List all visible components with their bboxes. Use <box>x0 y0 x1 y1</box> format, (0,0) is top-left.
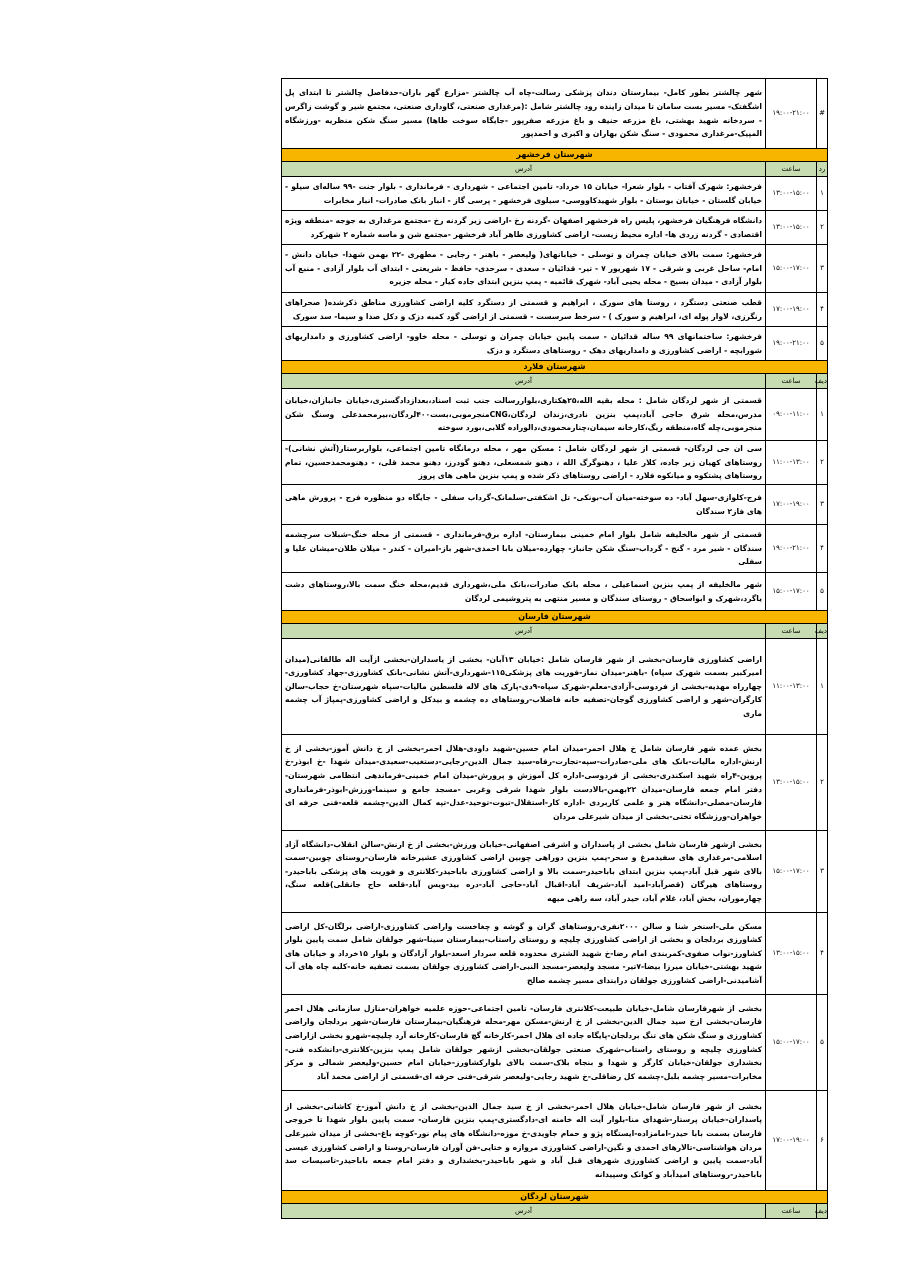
row-address: فرج-کلوازی-سهل آباد- ده سوخته-میان آب-بونکی- تل اشکفتی-سلمانک-گرداب سفلی - جایگاه دو منظوره فرج - پرورش ماهی های فاز۲ سندگان <box>282 485 766 525</box>
row-number: ۱ <box>817 177 828 211</box>
row-address: بخشی از شهر فارسان شامل-خیابان هلال احمر-بخشی از خ سید جمال الدین-بخشی از خ دانش آموز-خ کاشانی-بخشی از پاسداران-خیابان پرستار-شهدای منا-بلوار آیت اله خامنه ای-دادگستری-پمپ بنزین فارسان- سمت پایین بلوار شهدا تا خروجی فارسان بسمت بابا حیدر-امامزاده-ایستگاه پژو و حمام جاویدی-خ موزه-دانشگاه های پیام نور-کوچه باغ-بخشی از میدان شیرعلی مردان هواشناسی-تالارهای احمدی و نگین-اراضی کشاورزی مروازه و ختایی-فن آوران فارسان-روستا و اراضی کشاورزی عیسی آباد-سمت پایین و اراضی کشاورزی شهرهای قبل آباد و شهر باباحیدر-بخشداری و دفتر امام جمعه باباحیدر-تاسیسات سد باباحیدر-روستاهای امیدآباد و کوانک وسپیدانه <box>282 1091 766 1191</box>
table-row <box>282 573 828 611</box>
section-title-row <box>282 361 828 374</box>
column-header-row <box>282 374 828 389</box>
row-number: ۲ <box>817 211 828 245</box>
header-time: ساعت <box>766 1204 817 1219</box>
row-number: ۱ <box>817 389 828 441</box>
column-header-row <box>282 1204 828 1219</box>
row-time: ۱۵:۰۰-۱۷:۰۰ <box>766 995 817 1091</box>
row-address: فرخشهر: ساختمانهای ۹۹ ساله قدائیان - سمت پایین خیابان چمران و توسلی - محله خاوو- اراضی کشاورزی و دامداریهای شورابچه - اراضی کشاورزی و دامداریهای دهک - روستاهای دستگرد و دزک <box>282 327 766 361</box>
table-row <box>282 245 828 293</box>
table-row <box>282 293 828 327</box>
row-number: ۵ <box>817 327 828 361</box>
row-number: ۲ <box>817 735 828 831</box>
row-number: ۴ <box>817 913 828 995</box>
table-row <box>282 485 828 525</box>
row-number: ۵ <box>817 573 828 611</box>
header-row-number: رد <box>817 162 828 177</box>
row-time: ۱۵:۰۰-۱۷:۰۰ <box>766 573 817 611</box>
row-address: اراضی کشاورزی فارسان-بخشی از شهر فارسان شامل :خیابان ۱۳آبان- بخشی از یاسداران-بخشی ازآیت اله طالقانی(میدان امیرکبیر بسمت شهرک سپاه) -باهنر-میدان نماز-فوریت های پزشکی۱۱۵-شهرداری-آتش نشانی-بانک کشاورزی-جهاد کشاورزی-چهارراه مهدیه-بخشی از فردوسی-آزادی-معلم-شهرک سپاه-۹دی-پارک های لاله فلسطین مالیات-سپاه شهرستان-خ حجاب-سالن کارگران-شهر و اراضی کشاورزی گوجان-تصفیه خانه فاضلاب-روستاهای ده چشمه و بیدکل و اراضی کشاورزی-پمپاژ آب چشمه ماری <box>282 639 766 735</box>
table-row <box>282 995 828 1091</box>
row-time: ۱۷:۰۰-۱۹:۰۰ <box>766 485 817 525</box>
header-address: آدرس <box>282 162 766 177</box>
row-address: فرخشهر: سمت بالای خیابان چمران و توسلی - خیابانهای( ولیعصر - باهنر - رجایی - مطهری -۲۲ بهمن شهدا- خیابان دانش - امام- ساحل غربی و شرقی - ۱۷ شهریور ۷ - تیر- قدائیان - سعدی - سرحدی- حافظ - شریعتی - ابتدای آب بلوار آزادی - منبع آب بلوار آزادی - میدان بسیج - محله یحیی آباد- شهرک قائمیه - پمپ بنزین ابتدای جاده کیار - محله جزیره <box>282 245 766 293</box>
table-row <box>282 735 828 831</box>
row-time: ۱۹:۰۰-۲۱:۰۰ <box>766 79 817 149</box>
row-number: # <box>817 79 828 149</box>
table-row <box>282 525 828 573</box>
table-row <box>282 441 828 485</box>
column-header-row <box>282 162 828 177</box>
section-title: شهرستان لردگان <box>282 1191 828 1204</box>
header-address: آدرس <box>282 624 766 639</box>
row-address: قسمتی از شهر مالخلیفه شامل بلوار امام خمینی بیمارستان- اداره برق-فرمانداری - قسمتی از محله خنگ-شبلات سرچشمه سندگان - شیر مرد - گنج - گرداب-سنگ شکن جانباز- چهارده-میلان بابا احمدی-شهر باز-امیران - کندر - میلان طلان-میشان علیا و سفلی <box>282 525 766 573</box>
table-row <box>282 831 828 913</box>
header-time: ساعت <box>766 162 817 177</box>
row-time: ۱۱:۰۰-۱۳:۰۰ <box>766 639 817 735</box>
row-number: ۶ <box>817 1091 828 1191</box>
row-address: فرخشهر: شهرک آفتاب - بلوار شعرا- خیابان ۱۵ خرداد- تامین اجتماعی - شهرداری - فرمانداری - بلوار جنت -۹۹ ساله‌ای سیلو - خیابان گلستان - خیابان بوستان - بلوار شهیدکاووسی- سیلوی فرخشهر - پرسی گاز - انبار بانک صادرات- انبار مخابرات <box>282 177 766 211</box>
section-title-row <box>282 149 828 162</box>
row-time: ۱۳:۰۰-۱۵:۰۰ <box>766 177 817 211</box>
section-title: شهرستان فرخشهر <box>282 149 828 162</box>
row-time: ۱۳:۰۰-۱۵:۰۰ <box>766 913 817 995</box>
section-title-row <box>282 611 828 624</box>
row-address: قطب صنعتی دستگرد ، روستا های سورک ، ابراهیم و قسمتی از دستگرد کلیه اراضی کشاورزی مناطق ذکرشده( صحراهای رنگرزی، لاوار پوله ای، ابراهیم و سورک ) - سرخط سرسست - قسمتی از اراضی گود کمبه دزک و دکل صدا و سیما- سد سورک <box>282 293 766 327</box>
section-title: شهرستان فارسان <box>282 611 828 624</box>
header-row-number: دیف <box>817 624 828 639</box>
header-time: ساعت <box>766 624 817 639</box>
row-time: ۱۹:۰۰-۲۱:۰۰ <box>766 327 817 361</box>
row-number: ۳ <box>817 831 828 913</box>
outage-schedule-sheet <box>281 78 828 1219</box>
table-row <box>282 327 828 361</box>
row-address: بخشی از شهرفارسان شامل-خیابان طبیعت-کلانتری فارسان- تامین اجتماعی-حوزه علمیه خواهران-منازل سازمانی هلال احمر فارسان-بخشی ازخ سید جمال الدین-بخشی از خ ارنش-مسکن مهر-محله فرهنگیان-بیمارستان فارسان-شهر بردلجان واراضی کشاورزی و سنگ شکن های تنگ بردلجان-پایگاه جاده ای هلال احمر-کارخانه گچ فارسان-کارخانه آرد چلیچه-شهرو بخشی ازاراضی کشاورزی چلیچه و روستای راستاب-شهرک صنعتی جولقان-بخشی ازشهر جولقان شامل پمپ بنزین-کلانتری-دانشکده فنی-بخشداری جولقان-خیابان کارگر و شهدا و بنجاه بلاک-سمت بالای بلوارکشاورز-خیابان امام حسین-ولیعصر شمالی و مرکز مخابرات-مسیر چشمه بلبل-چشمه کل رضاقلی-خ شهید رجایی-ولیعصر شرقی-فنی حرفه ای-قسمتی از اراضی محمد آباد <box>282 995 766 1091</box>
row-address: قسمتی از شهر لردگان شامل : محله بقیه الله،۲۵هکتاری،بلواررسالت جنب ثبت اسناد،بعدازدادگستری،خیابان جانبازان،خیابان مدرس،محله شرق حاجی آباد،پمپ بنزین نادری،زندان لردگان،CNGمنجرموبی،بست۴۰۰لردگان،بیرمحمدعلی وسنگ شکن منجرموبی،چله گاه،منطقه ریگ،کارخانه سیمان،چنارمحمودی،دالوراده گلابی،بورد سوخته <box>282 389 766 441</box>
header-address: آدرس <box>282 1204 766 1219</box>
row-address: شهر چالشتر بطور کامل- بیمارستان دندان پزشکی رسالت-چاه آب چالشتر -مزارع گهر باران-حدفاصل چالشتر تا ابتدای پل اشگفتک- مسیر بست سامان تا میدان زاینده رود چالشتر شامل :(مرغداری صنعتی، گاوداری صنعتی، مجتمع شیر و گوشت زاگرس - سردخانه شهید بهشتی، باغ مزرعه حنیف و باغ مزرعه صفرپور -جایگاه سوخت طاها) مسیر سنگ شکن منظریه -ورزشگاه المپیک-مرغداری محمودی - سنگ شکن بهاران و اکبری و احمدپور <box>282 79 766 149</box>
row-address: مسکن ملی-اسنخر شنا و سالن ۲۰۰۰نفری-روستاهای گران و گوشه و چغاخست واراضی کشاورزی-اراضی برلگان-کل اراضی کشاورزی بردلجان و بخشی از اراضی کشاورزی چلیچه و روستای راستاب-بیمارستان سینا-شهر جولقان شامل سمت پایین بلوار کشاورز-نواب صفوی-کمربندی امام رضا-خ شهید الشتری محدوده قلعه سردار اسعد-بلوار آزادگان و بلوار ۱۵خرداد و خیابان های شهید بهشتی-خیابان میرزا بیضا-۷تیر- مسجد ولیعصر-مسجد النبی-اراضی کشاورزی جولقان بسمت تصفیه خانه-کلبه چاه های آب آشامیدنی-اراضی کشاورزی جولقان درابتدای مسیر چشمه صالح <box>282 913 766 995</box>
table-row <box>282 639 828 735</box>
row-number: ۳ <box>817 485 828 525</box>
row-number: ۵ <box>817 995 828 1091</box>
row-address: بخش عمده شهر فارسان شامل خ هلال احمر-میدان امام حسین-شهید داودی-هلال احمر-بخشی از خ دانش آموز-بخشی از خ ارنش-اداره مالیات-بانک های ملی-صادرات-سپه-تجارت-رفاه-سید جمال الدین-رجایی-دستغیب-سعیدی-میدان شهدا -خ ابوذر-خ پروین-۴راه شهید اسکندری-بخشی از فردوسی-اداره کل آموزش و پرورش-میدان امام خمینی-فرماندهی انتظامی شهرستان-دفتر امام جمعه فارسان-میدان ۲۲بهمن-بالادست بلوار شهدا شرقی وغربی -مسجد جامع و سینما-ورزش-ابوذر-فرمانداری فارسان-مصلی-دانشگاه هنر و علمی کاربردی -اداره کار-استقلال-تبوت-توحید-عدل-تپه کمال الدین-چشمه قلعه-فنی حرفه ای خواهران-ورزشگاه تختی-بخشی از میدان شیرعلی مردان <box>282 735 766 831</box>
row-time: ۱۵:۰۰-۱۷:۰۰ <box>766 831 817 913</box>
section-title-row <box>282 1191 828 1204</box>
row-number: ۲ <box>817 441 828 485</box>
row-address: بخشی ازشهر فارسان شامل بخشی از پاسداران و اشرفی اصفهانی-خیابان ورزش-بخشی از خ ارنش-سالن انقلاب-دانشگاه آزاد اسلامی-مرغداری های سفیدمرغ و سحر-پمپ بنزین دوراهی چوبین اراضی کشاورزی عشیرخانه فارسان-روستای چوبین-سمت بالای شهر قبل آباد-پمپ بنزین ابتدای باباحیدر-سمت بالا و اراضی کشاورزی باباحیدر-کلانتری و فوریت های پزشکی باباحیدر-روستاهای هیرگان (قصرآباد-امید آباد-شریف آباد-اقبال آباد-حاجی آباد-دره بید-ویس آباد-قلعه حاج جانقلی)قلعه سنگ، چهارموران، بخش آباد، غلام آباد، حیدر آباد، سه راهی میهه <box>282 831 766 913</box>
section-title: شهرستان فلارد <box>282 361 828 374</box>
row-number: ۴ <box>817 525 828 573</box>
table-row <box>282 913 828 995</box>
table-row <box>282 177 828 211</box>
column-header-row <box>282 624 828 639</box>
row-time: ۱۵:۰۰-۱۷:۰۰ <box>766 245 817 293</box>
row-address: دانشگاه فرهنگیان فرخشهر، پلیس راه فرخشهر اصفهان -گردنه رخ -اراضی زیر گردنه رخ -مجتمع مرغداری به جوجه -منطقه ویژه اقتصادی - گردنه زردی ها- اداره محیط زیست- اراضی کشاورزی طاهر آباد فرخشهر -مجتمع شن و ماسه شماره ۲ شهرکرد <box>282 211 766 245</box>
row-number: ۳ <box>817 245 828 293</box>
row-time: ۱۱:۰۰-۱۳:۰۰ <box>766 441 817 485</box>
row-number: ۴ <box>817 293 828 327</box>
table-row <box>282 389 828 441</box>
row-time: ۰۹:۰۰-۱۱:۰۰ <box>766 389 817 441</box>
table-row <box>282 211 828 245</box>
row-time: ۱۷:۰۰-۱۹:۰۰ <box>766 293 817 327</box>
header-row-number: دیف <box>817 374 828 389</box>
row-address: شهر مالخلیفه از پمپ بنزین اسماعیلی ، محله بانک صادرات،بانک ملی،شهرداری قدیم،محله خنگ سمت بالا،روستاهای دشت یاگرد،شهرک و ابواسحاق - روستای سندگان و مسیر منتهی به پتروشیمی لردگان <box>282 573 766 611</box>
header-row-number: دیف <box>817 1204 828 1219</box>
header-address: آدرس <box>282 374 766 389</box>
schedule-table <box>281 78 828 1219</box>
header-time: ساعت <box>766 374 817 389</box>
table-row <box>282 79 828 149</box>
row-time: ۱۹:۰۰-۲۱:۰۰ <box>766 525 817 573</box>
row-time: ۱۳:۰۰-۱۵:۰۰ <box>766 735 817 831</box>
row-address: سی ان جی لردگان- قسمتی از شهر لردگان شامل : مسکن مهر ، محله درمانگاه تامین اجتماعی، بلواربرستار(آتش نشانی)-روستاهای کهیان زیر جاده، کلار علیا ، دهنوگرگ الله ، دهنو شمسعلی، دهنو گودرز، دهنو محمد قلی، - دهنومحمدحسین، تمام روستاهای پشتکوه و میانکوه فلارد - اراضی روستاهای ذکر شده و پمپ بنزین ماهی های پروز <box>282 441 766 485</box>
table-row <box>282 1091 828 1191</box>
row-time: ۱۷:۰۰-۱۹:۰۰ <box>766 1091 817 1191</box>
row-time: ۱۳:۰۰-۱۵:۰۰ <box>766 211 817 245</box>
row-number: ۱ <box>817 639 828 735</box>
